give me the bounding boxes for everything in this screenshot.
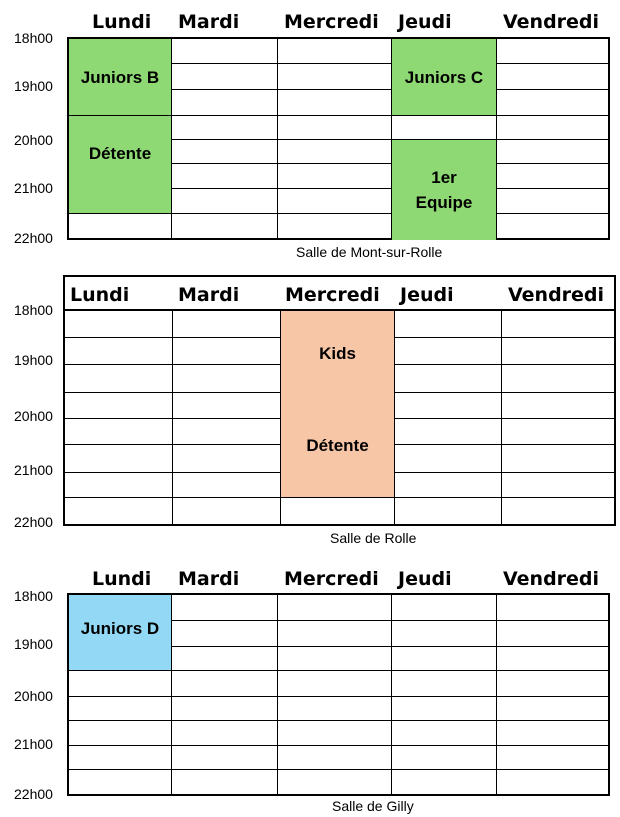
session-label: Juniors B: [80, 67, 160, 87]
day-header-lundi: Lundi: [92, 11, 152, 33]
day-header-mardi: Mardi: [178, 284, 240, 306]
day-header-jeudi: Jeudi: [398, 11, 452, 33]
schedule-grid: [67, 37, 610, 240]
session-block: [392, 140, 496, 240]
session-label: Kids: [319, 343, 356, 363]
time-label: 22h00: [14, 230, 53, 246]
day-header-lundi: Lundi: [92, 568, 152, 590]
time-label: 20h00: [14, 688, 53, 704]
time-label: 21h00: [14, 462, 53, 478]
schedule-grid: [67, 593, 610, 796]
session-block: [392, 39, 496, 115]
session-block: [69, 116, 171, 213]
venue-caption: Salle de Mont-sur-Rolle: [296, 244, 443, 260]
day-header-jeudi: Jeudi: [398, 568, 452, 590]
time-label: 22h00: [14, 514, 53, 530]
time-label: 18h00: [14, 30, 53, 46]
time-label: 19h00: [14, 352, 53, 368]
day-header-lundi: Lundi: [70, 284, 130, 306]
session-block: [281, 311, 394, 395]
venue-caption: Salle de Gilly: [332, 798, 414, 814]
day-header-mercredi: Mercredi: [285, 284, 380, 306]
session-block: [69, 595, 171, 670]
schedule-grid: [63, 309, 616, 526]
session-label: Détente: [88, 144, 152, 163]
time-label: 20h00: [14, 408, 53, 424]
time-label: 19h00: [14, 78, 53, 94]
day-header-mardi: Mardi: [178, 568, 240, 590]
session-label: Juniors C: [404, 67, 484, 87]
time-label: 21h00: [14, 736, 53, 752]
time-label: 18h00: [14, 302, 53, 318]
time-label: 18h00: [14, 588, 53, 604]
session-label: 1er Equipe: [415, 168, 473, 212]
time-label: 22h00: [14, 786, 53, 802]
day-header-vendredi: Vendredi: [508, 284, 605, 306]
session-label: Juniors D: [80, 619, 160, 638]
day-header-mardi: Mardi: [178, 11, 240, 33]
session-block: [69, 39, 171, 115]
time-label: 21h00: [14, 180, 53, 196]
session-label: Détente: [306, 435, 369, 455]
day-header-jeudi: Jeudi: [400, 284, 454, 306]
session-block: [281, 395, 394, 497]
day-header-mercredi: Mercredi: [284, 11, 379, 33]
time-label: 19h00: [14, 636, 53, 652]
venue-caption: Salle de Rolle: [330, 530, 417, 546]
day-header-vendredi: Vendredi: [503, 568, 600, 590]
day-header-mercredi: Mercredi: [284, 568, 379, 590]
day-header-vendredi: Vendredi: [503, 11, 600, 33]
time-label: 20h00: [14, 132, 53, 148]
